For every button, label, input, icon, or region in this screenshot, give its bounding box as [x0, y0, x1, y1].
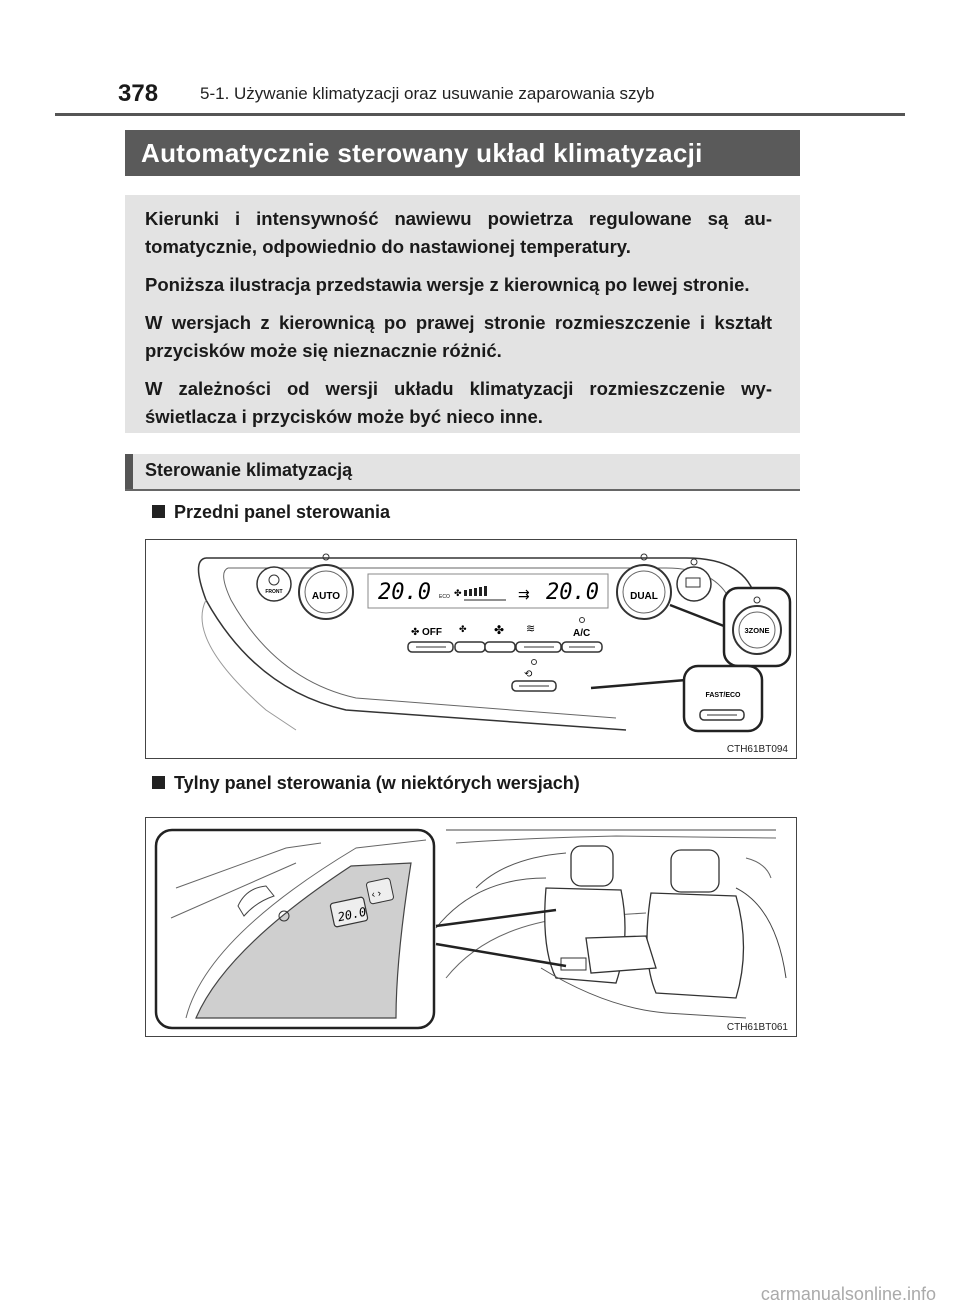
- off-button-label: OFF: [422, 627, 442, 638]
- front-panel-heading: [152, 502, 390, 523]
- eco-indicator: ECO: [439, 594, 450, 600]
- chapter-title: 5-1. Używanie klimatyzacji oraz usuwanie zaparowania szyb: [200, 84, 655, 103]
- auto-button-label[interactable]: AUTO: [311, 591, 341, 602]
- fan-low-icon: ✤: [459, 624, 467, 634]
- rear-panel-heading: [152, 773, 580, 794]
- figure-code: CTH61BT061: [726, 1022, 788, 1033]
- fan-high-icon: ✤: [494, 623, 505, 637]
- airflow-icon: ⇉: [518, 586, 530, 602]
- three-zone-button-label[interactable]: 3ZONE: [744, 626, 770, 635]
- header-rule: [55, 113, 905, 116]
- fan-off-icon: ✤: [411, 627, 420, 638]
- rear-panel-heading-text: Tylny panel sterowania (w niektórych wersjach): [174, 773, 580, 793]
- subsection-bar: [125, 454, 133, 489]
- air-direction-icon: ≋: [526, 623, 536, 635]
- front-panel-heading-text: Przedni panel sterowania: [174, 502, 391, 522]
- dual-button-label[interactable]: DUAL: [630, 591, 658, 602]
- rear-temp-display: 20.0: [336, 904, 368, 925]
- intro-paragraph: W wersjach z kierownicą po prawej stronie rozmieszczenie i kształt przycisków może się nieznacznie różnić.: [145, 312, 772, 361]
- figure-code: CTH61BT094: [726, 744, 788, 755]
- ac-button-label: A/C: [573, 628, 591, 639]
- intro-paragraph: Kierunki i intensywność nawiewu powietrza regulowane są automatycznie, odpowiednio do nastawionej temperatury.: [145, 208, 772, 257]
- subsection-title: [125, 454, 800, 491]
- fast-eco-button-label: FAST/ECO: [705, 692, 741, 699]
- temp-adjust-icon: ‹ ›: [370, 887, 383, 901]
- section-title: Automatycznie sterowany układ klimatyzacji: [125, 130, 800, 176]
- rear-panel-illustration: [146, 818, 796, 1036]
- watermark: carmanualsonline.info: [760, 1284, 936, 1304]
- front-button-label: FRONT: [265, 589, 283, 595]
- recirculation-icon: ⟲: [524, 669, 533, 680]
- right-temp-display: 20.0: [546, 580, 599, 605]
- fan-up-button[interactable]: [485, 642, 515, 652]
- left-temp-display: 20.0: [378, 580, 431, 605]
- page-number: 378: [118, 80, 159, 107]
- bullet-square-icon: [152, 505, 165, 518]
- rear-panel-figure: [145, 817, 797, 1037]
- intro-box: [125, 195, 800, 433]
- intro-paragraph: W zależności od wersji układu klimatyzacji rozmieszczenie wyświetlacza i przycisków może być nieco inne.: [145, 378, 772, 427]
- intro-paragraph: Poniższa ilustracja przedstawia wersje z kierownicą po lewej stronie.: [145, 274, 750, 295]
- front-panel-illustration: [146, 540, 796, 758]
- fan-icon: ✤: [454, 588, 462, 598]
- subsection-title-text: Sterowanie klimatyzacją: [145, 460, 353, 480]
- fan-down-button[interactable]: [455, 642, 485, 652]
- bullet-square-icon: [152, 776, 165, 789]
- front-panel-figure: [145, 539, 797, 759]
